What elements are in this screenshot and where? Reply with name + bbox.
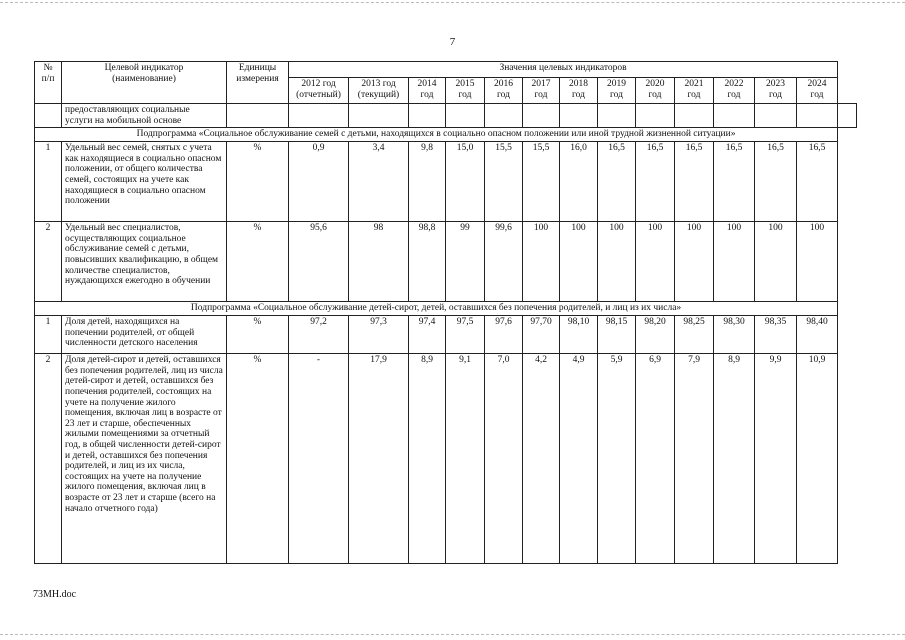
header-year: 2014 год [409, 78, 446, 104]
row-unit: % [227, 222, 289, 302]
row-value: 100 [755, 222, 797, 302]
page-number: 7 [449, 36, 456, 48]
row-num: 2 [35, 354, 62, 564]
row-value: 97,6 [485, 316, 523, 354]
row-value: 4,9 [560, 354, 598, 564]
row-value: 16,5 [675, 142, 714, 222]
row-value: 16,5 [797, 142, 838, 222]
header-year: 2022 год [714, 78, 755, 104]
scan-bottom-edge [0, 634, 905, 635]
row-num: 1 [35, 142, 62, 222]
row-value: 97,4 [409, 316, 446, 354]
row-value: 9,9 [755, 354, 797, 564]
row-value: 100 [714, 222, 755, 302]
row-value: 8,9 [409, 354, 446, 564]
table-row [35, 222, 857, 302]
row-value: 100 [523, 222, 560, 302]
row-value: 100 [598, 222, 636, 302]
row-num: 1 [35, 316, 62, 354]
row-value: 15,5 [523, 142, 560, 222]
continuation-row [35, 104, 857, 128]
row-value: 99 [446, 222, 485, 302]
row-value: 0,9 [289, 142, 349, 222]
header-values: Значения целевых индикаторов [289, 62, 838, 78]
footer-filename: 73МН.doc [33, 589, 77, 600]
header-year: 2015 год [446, 78, 485, 104]
row-value: - [289, 354, 349, 564]
row-value: 97,5 [446, 316, 485, 354]
row-value: 98,30 [714, 316, 755, 354]
row-value: 16,5 [714, 142, 755, 222]
row-value: 9,1 [446, 354, 485, 564]
row-value: 97,3 [349, 316, 409, 354]
row-value: 100 [636, 222, 675, 302]
row-unit: % [227, 142, 289, 222]
row-value: 15,5 [485, 142, 523, 222]
row-value: 8,9 [714, 354, 755, 564]
row-value: 9,8 [409, 142, 446, 222]
header-year: 2024 год [797, 78, 838, 104]
row-value: 4,2 [523, 354, 560, 564]
row-value: 3,4 [349, 142, 409, 222]
row-value: 100 [797, 222, 838, 302]
subprogram-title: Подпрограмма «Социальное обслуживание детей-сирот, детей, оставшихся без попечения родителей, и лиц из их числа» [35, 302, 838, 316]
row-indicator: Доля детей-сирот и детей, оставшихся без попечения родителей, лиц из числа детей-сирот и детей, оставшихся без попечения родителей, состоящих на учете на получение жилого помещения, включая лиц в возрасте от 23 лет и старше, обеспеченных жилыми помещениями за отчетный год, в общей численности детей-сирот и детей, оставшихся без попечения родителей, и лиц из их числа, состоящих на учете на получение жилого помещения, включая лиц в возрасте от 23 лет и старше (всего на начало отчетного года) [62, 354, 227, 564]
row-value: 98 [349, 222, 409, 302]
table-row [35, 354, 857, 564]
header-units: Единицы измерения [227, 62, 289, 104]
row-value: 99,6 [485, 222, 523, 302]
row-indicator: Удельный вес семей, снятых с учета как находящиеся в социально опасном положении, от общего количества семей, состоящих на учете как находящиеся в социально опасном положении [62, 142, 227, 222]
row-value: 16,5 [755, 142, 797, 222]
header-indicator: Целевой индикатор (наименование) [62, 62, 227, 104]
row-value: 98,20 [636, 316, 675, 354]
row-value: 97,70 [523, 316, 560, 354]
header-num: № п/п [35, 62, 62, 104]
row-unit: % [227, 316, 289, 354]
row-value: 7,0 [485, 354, 523, 564]
row-value: 16,0 [560, 142, 598, 222]
table-row [35, 142, 857, 222]
row-indicator: Удельный вес специалистов, осуществляющих социальное обслуживание семей с детьми, повысивших квалификацию, в общем количестве специалистов, нуждающихся ежегодно в обучении [62, 222, 227, 302]
row-value: 10,9 [797, 354, 838, 564]
row-value: 7,9 [675, 354, 714, 564]
header-year: 2020 год [636, 78, 675, 104]
header-year: 2021 год [675, 78, 714, 104]
header-year: 2023 год [755, 78, 797, 104]
row-value: 100 [560, 222, 598, 302]
row-value: 6,9 [636, 354, 675, 564]
row-value: 15,0 [446, 142, 485, 222]
row-num: 2 [35, 222, 62, 302]
continuation-text: предоставляющих социальные услуги на мобильной основе [62, 104, 227, 128]
row-value: 95,6 [289, 222, 349, 302]
header-year: 2013 год (текущий) [349, 78, 409, 104]
row-value: 98,15 [598, 316, 636, 354]
header-year: 2016 год [485, 78, 523, 104]
subprogram-title: Подпрограмма «Социальное обслуживание семей с детьми, находящихся в социально опасном положении или иной трудной жизненной ситуации» [35, 128, 838, 142]
row-value: 98,35 [755, 316, 797, 354]
row-value: 98,10 [560, 316, 598, 354]
header-year: 2012 год (отчетный) [289, 78, 349, 104]
row-indicator: Доля детей, находящихся на попечении родителей, от общей численности детского населения [62, 316, 227, 354]
row-value: 17,9 [349, 354, 409, 564]
row-unit: % [227, 354, 289, 564]
row-value: 98,40 [797, 316, 838, 354]
indicators-table [34, 61, 857, 564]
row-value: 97,2 [289, 316, 349, 354]
header-year: 2018 год [560, 78, 598, 104]
row-value: 16,5 [636, 142, 675, 222]
row-value: 98,25 [675, 316, 714, 354]
row-value: 100 [675, 222, 714, 302]
header-year: 2019 год [598, 78, 636, 104]
row-value: 5,9 [598, 354, 636, 564]
row-value: 98,8 [409, 222, 446, 302]
row-value: 16,5 [598, 142, 636, 222]
header-year: 2017 год [523, 78, 560, 104]
table-row [35, 316, 857, 354]
scan-top-edge [0, 2, 905, 3]
